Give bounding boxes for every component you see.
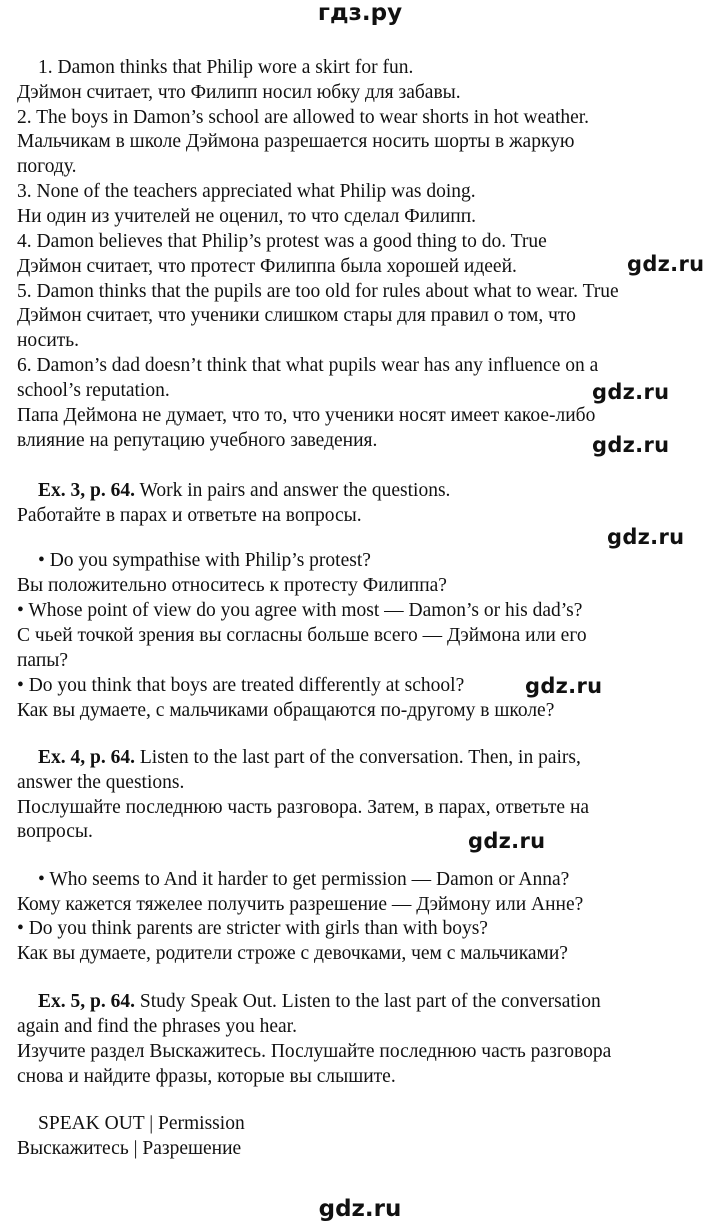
ex3-question-3: • Do you think that boys are treated differently at school? [17,675,465,696]
site-header: гдз.ру [317,0,403,26]
statement-2: 2. The boys in Damon’s school are allowed to wear shorts in hot weather. [17,107,590,128]
ex5-text-cont: again and find the phrases you hear. [17,1016,297,1037]
statement-5: 5. Damon thinks that the pupils are too old for rules about what to wear. True [17,281,619,302]
speakout-title: SPEAK OUT | Permission [38,1113,245,1134]
ex4-translation: Послушайте последнюю часть разговора. Затем, в парах, ответьте на [17,797,590,818]
statement-6-cont: school’s reputation. [17,380,170,401]
speakout-translation: Выскажитесь | Разрешение [17,1138,242,1159]
ex4-translation-cont: вопросы. [17,821,93,842]
statement-6: 6. Damon’s dad doesn’t think that what pupils wear has any influence on a [17,355,599,376]
ex3-question-2: • Whose point of view do you agree with most — Damon’s or his dad’s? [17,600,583,621]
ex5-text: Study Speak Out. Listen to the last part of the conversation [134,991,601,1012]
statement-3-translation: Ни один из учителей не оценил, то что сделал Филипп. [17,206,477,227]
ex3-label: Ex. 3, p. 64. [38,480,135,501]
ex3-question-2-translation-cont: папы? [17,650,69,671]
ex4-heading [38,746,581,770]
ex5-label: Ex. 5, p. 64. [38,991,135,1012]
ex3-text: Work in pairs and answer the questions. [134,480,451,501]
statement-1: 1. Damon thinks that Philip wore a skirt for fun. [38,57,414,78]
ex3-translation: Работайте в парах и ответьте на вопросы. [17,505,362,526]
statement-3: 3. None of the teachers appreciated what Philip was doing. [17,181,476,202]
ex5-translation: Изучите раздел Выскажитесь. Послушайте последнюю часть разговора [17,1041,612,1062]
ex4-text: Listen to the last part of the conversation. Then, in pairs, [134,747,581,768]
watermark: gdz.ru [592,433,670,457]
ex3-question-2-translation: С чьей точкой зрения вы согласны больше всего — Дэймона или его [17,625,587,646]
statement-4-translation: Дэймон считает, что протест Филиппа была хорошей идеей. [17,256,517,277]
ex4-question-1-translation: Кому кажется тяжелее получить разрешение — Дэймону или Анне? [17,894,584,915]
statement-2-translation-cont: погоду. [17,156,77,177]
statement-6-translation: Папа Деймона не думает, что то, что ученики носят имеет какое-либо [17,405,596,426]
statement-1-translation: Дэймон считает, что Филипп носил юбку для забавы. [17,82,461,103]
watermark: gdz.ru [627,252,705,276]
ex4-question-1: • Who seems to And it harder to get permission — Damon or Anna? [38,869,570,890]
ex3-question-1: • Do you sympathise with Philip’s protest? [38,550,371,571]
watermark: gdz.ru [525,674,603,698]
statement-5-translation-cont: носить. [17,330,80,351]
ex4-text-cont: answer the questions. [17,772,185,793]
ex5-translation-cont: снова и найдите фразы, которые вы слышите. [17,1066,396,1087]
statement-5-translation: Дэймон считает, что ученики слишком стары для правил о том, что [17,305,576,326]
watermark: gdz.ru [607,525,685,549]
watermark: gdz.ru [468,829,546,853]
ex3-question-1-translation: Вы положительно относитесь к протесту Филиппа? [17,575,447,596]
ex4-question-2-translation: Как вы думаете, родители строже с девочками, чем с мальчиками? [17,943,568,964]
ex4-question-2: • Do you think parents are stricter with girls than with boys? [17,918,488,939]
ex4-label: Ex. 4, p. 64. [38,747,135,768]
statement-6-translation-cont: влияние на репутацию учебного заведения. [17,430,378,451]
statement-2-translation: Мальчикам в школе Дэймона разрешается носить шорты в жаркую [17,131,575,152]
footer-watermark: gdz.ru [318,1196,402,1222]
ex5-heading [38,990,601,1014]
statement-4: 4. Damon believes that Philip’s protest was a good thing to do. True [17,231,547,252]
ex3-question-3-translation: Как вы думаете, с мальчиками обращаются по-другому в школе? [17,700,555,721]
watermark: gdz.ru [592,380,670,404]
ex3-heading [38,479,450,503]
